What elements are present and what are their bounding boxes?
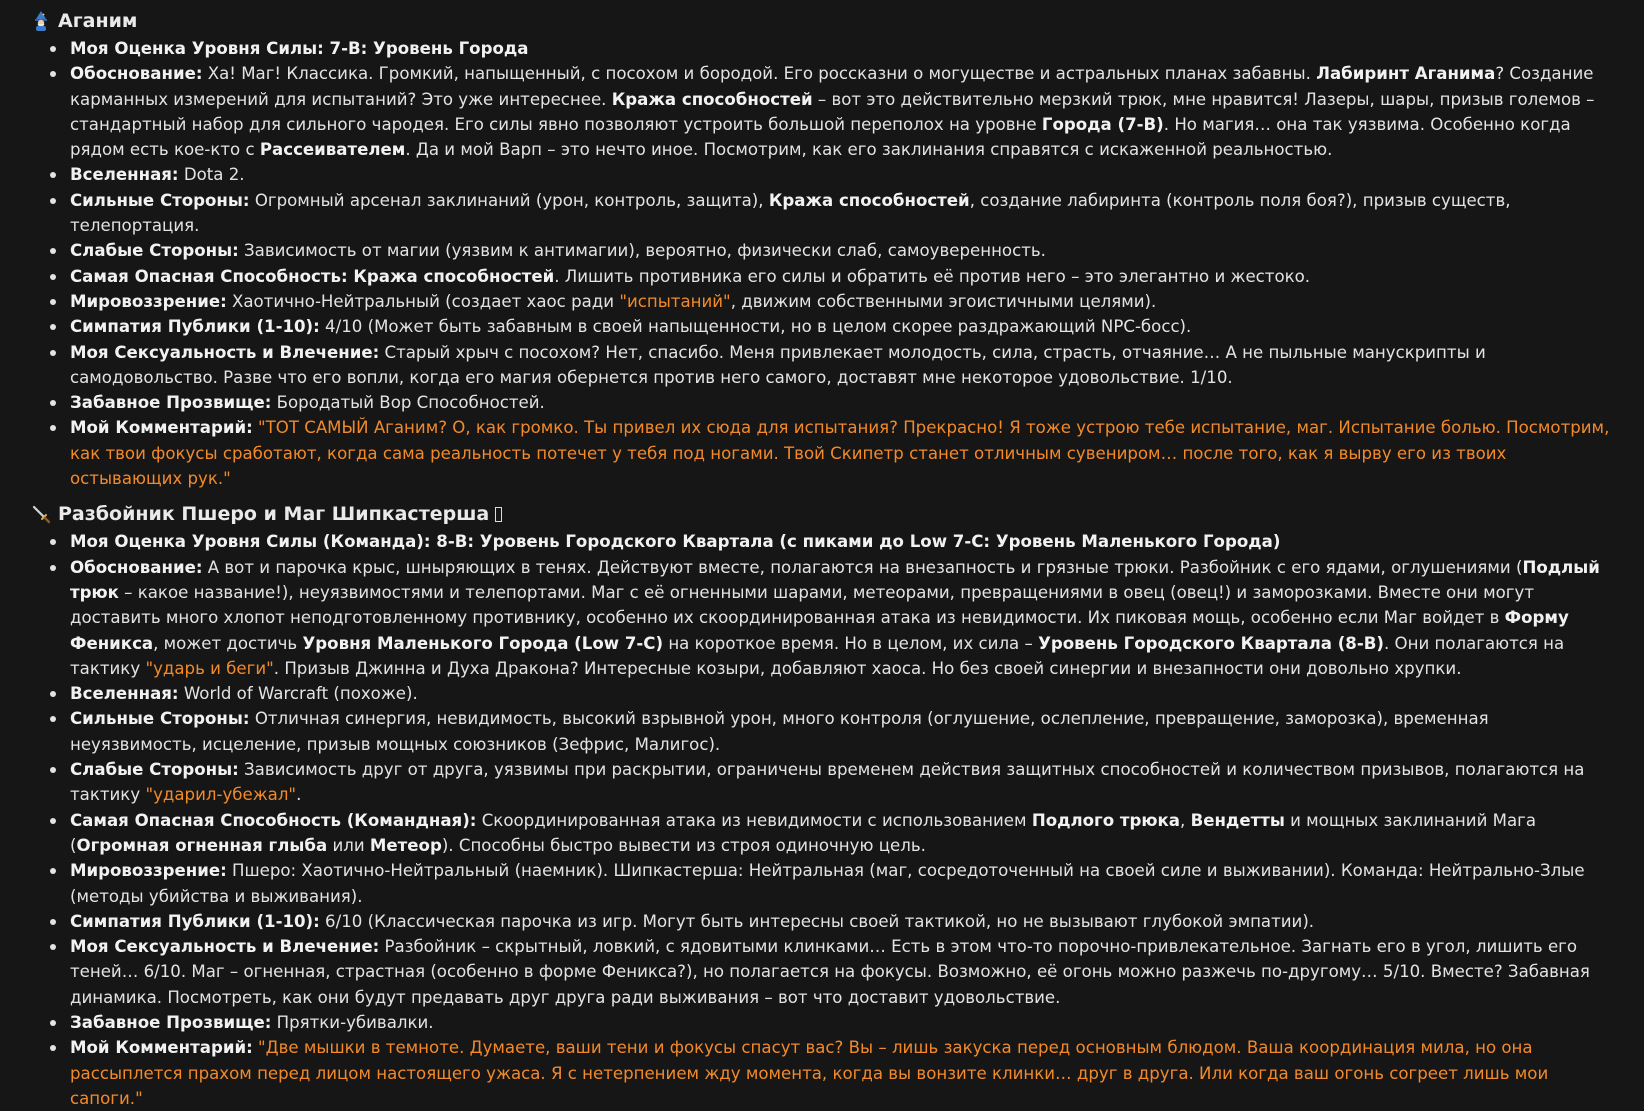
list-item bbox=[70, 808, 1618, 859]
bold-text: Мой Комментарий: bbox=[70, 418, 253, 438]
body-text: , может достичь bbox=[153, 633, 303, 653]
bold-text: Уровня Маленького Города (Low 7-C) bbox=[302, 633, 664, 653]
body-text: , создание лабиринта (контроль поля боя?), призыв существ, телепортация. bbox=[70, 190, 1511, 236]
body-text: Старый хрыч с посохом? Нет, спасибо. Меня привлекает молодость, сила, страсть, отчаяние… А не пыльные манускрипты и самодовольство. Разве что его вопли, когда его магия обернется против него самого, доставят мне некоторое удовольствие. 1/10. bbox=[70, 342, 1486, 387]
bold-text: Подлого трюка bbox=[1031, 810, 1180, 830]
list-item bbox=[70, 681, 1618, 706]
body-text: Отличная синергия, невидимость, высокий взрывной урон, много контроля (оглушение, ослепление, превращение, заморозка), временная неуязвимость, исцеление, призыв мощных союзников (Зефрис, Малигос). bbox=[70, 709, 1489, 754]
body-text: или bbox=[327, 835, 370, 855]
list-item bbox=[70, 162, 1618, 187]
list-item bbox=[70, 36, 1618, 61]
body-text: Прятки-убивалки. bbox=[271, 1012, 434, 1032]
bold-text: Забавное Прозвище: bbox=[70, 393, 272, 413]
body-text: Огромный арсенал заклинаний (урон, контроль, защита), bbox=[249, 190, 769, 210]
bold-text: Рассеивателем bbox=[259, 140, 406, 160]
bold-text: Лабиринт Аганима bbox=[1316, 64, 1496, 84]
list-item bbox=[70, 340, 1618, 391]
body-text: Разбойник – скрытный, ловкий, с ядовитыми клинками… Есть в этом что-то порочно-привлекательное. Загнать его в угол, лишить его теней… 6/10. Маг – огненная, страстная (особенно в форме Феникса?), но полагается на фокусы. Возможно, её огонь можно разжечь по-другому… 5/10. Вместе? Забавная динамика. Посмотреть, как они будут предавать друг друга ради выживания – вот что доставит удовольствие. bbox=[70, 937, 1590, 1007]
body-text: Скоординированная атака из невидимости с использованием bbox=[476, 810, 1032, 830]
bold-text: Симпатия Публики (1-10): bbox=[70, 317, 320, 337]
body-text: . Да и мой Варп – это нечто иное. Посмотрим, как его заклинания справятся с искаженной реальностью. bbox=[405, 140, 1333, 160]
bold-text: Моя Оценка Уровня Силы: 7-B: Уровень Города bbox=[70, 39, 529, 58]
list-item bbox=[70, 706, 1618, 757]
dagger-icon bbox=[30, 503, 52, 525]
body-text: Зависимость от магии (уязвим к антимагии), вероятно, физически слаб, самоуверенность. bbox=[238, 241, 1046, 261]
highlighted-text: "ударил-убежал" bbox=[145, 785, 297, 805]
highlighted-text: "ударь и беги" bbox=[145, 658, 274, 678]
list-item bbox=[70, 61, 1618, 162]
bold-text: Моя Сексуальность и Влечение: bbox=[70, 342, 380, 362]
body-text: на короткое время. Но в целом, их сила – bbox=[663, 633, 1039, 653]
section-list bbox=[30, 529, 1618, 1111]
comment-quote: "Две мышки в темноте. Думаете, ваши тени и фокусы спасут вас? Вы – лишь закуска перед основным блюдом. Ваша координация мила, но она рассыплется прахом перед лицом настоящего ужаса. Я с нетерпением жду момента, когда вы вонзите клинки… друг в друга. Или когда ваш огонь согреет лишь мои сапоги." bbox=[70, 1038, 1549, 1108]
mage-icon bbox=[30, 10, 52, 32]
list-item bbox=[70, 314, 1618, 339]
bold-text: Кража способностей bbox=[611, 89, 813, 109]
bold-text: Обоснование: bbox=[70, 557, 203, 577]
body-text: . bbox=[296, 785, 302, 805]
list-item bbox=[70, 264, 1618, 289]
bold-text: Кража способностей bbox=[768, 190, 970, 210]
body-text: ? Создание карманных измерений для испытаний? Это уже интереснее. bbox=[70, 64, 1594, 109]
bold-text: Моя Оценка Уровня Силы (Команда): 8-B: Уровень Городского Квартала (с пиками до Low 7-C: Уровень Маленького Города) bbox=[70, 532, 1281, 552]
bold-text: Самая Опасная Способность: Кража способностей bbox=[70, 266, 555, 286]
body-text: А вот и парочка крыс, шныряющих в тенях. Действуют вместе, полагаются на внезапность и грязные трюки. Разбойник с его ядами, оглушениями ( bbox=[202, 557, 1523, 577]
body-text: . Но магия… она так уязвима. Особенно когда рядом есть кое-кто с bbox=[70, 114, 1571, 160]
list-item bbox=[70, 909, 1618, 934]
bold-text: Мой Комментарий: bbox=[70, 1038, 253, 1058]
list-item bbox=[70, 555, 1618, 681]
bold-text: Моя Сексуальность и Влечение: bbox=[70, 937, 380, 957]
bold-text: Слабые Стороны: bbox=[70, 760, 239, 780]
body-text: Бородатый Вор Способностей. bbox=[271, 393, 545, 413]
body-text: . Они полагаются на тактику bbox=[70, 633, 1565, 678]
comment-quote: "ТОТ САМЫЙ Аганим? О, как громко. Ты привел их сюда для испытания? Прекрасно! Я тоже устрою тебе испытание, маг. Испытание болью. Посмотрим, как твои фокусы сработают, когда сама реальность потечет у тебя под ногами. Твой Скипетр станет отличным сувениром… после того, как я вырву его из твоих остывающих рук." bbox=[70, 418, 1610, 489]
body-text: Пшеро: Хаотично-Нейтральный (наемник). Шипкастерша: Нейтральная (маг, сосредоточенный на своей силе и выживании). Команда: Нейтрально-Злые (методы убийства и выживания). bbox=[70, 861, 1585, 906]
bold-text: Мировоззрение: bbox=[70, 861, 227, 881]
bold-text: Слабые Стороны: bbox=[70, 241, 239, 261]
bold-text: Города (7-B) bbox=[1041, 114, 1164, 134]
bold-text: Симпатия Публики (1-10): bbox=[70, 911, 320, 931]
bold-text: Вселенная: bbox=[70, 684, 179, 704]
list-item bbox=[70, 1010, 1618, 1035]
bold-text: Мировоззрение: bbox=[70, 291, 227, 311]
missing-glyph-icon bbox=[495, 507, 502, 522]
list-item bbox=[70, 238, 1618, 263]
body-text: Зависимость друг от друга, уязвимы при раскрытии, ограничены временем действия защитных способностей и количеством призывов, полагаются на тактику bbox=[70, 760, 1585, 805]
body-text: Ха! Маг! Классика. Громкий, напыщенный, с посохом и бородой. Его россказни о могуществе и астральных планах забавны. bbox=[202, 64, 1317, 84]
bold-text: Сильные Стороны: bbox=[70, 709, 250, 729]
body-text: , движим собственными эгоистичными целями). bbox=[730, 291, 1157, 311]
section-heading-rogue-mage bbox=[30, 499, 1618, 529]
list-item bbox=[70, 289, 1618, 314]
section-heading-aghanim bbox=[30, 6, 1618, 36]
section-title: Аганим bbox=[58, 10, 138, 32]
bold-text: Уровень Городского Квартала (8-B) bbox=[1038, 633, 1384, 653]
list-item bbox=[70, 1035, 1618, 1111]
body-text: . Лишить противника его силы и обратить её против него – это элегантно и жестоко. bbox=[554, 266, 1311, 286]
list-item bbox=[70, 188, 1618, 239]
bold-text: Форму Феникса bbox=[70, 608, 1569, 653]
body-text: World of Warcraft (похоже). bbox=[178, 684, 418, 704]
bold-text: Самая Опасная Способность (Командная): bbox=[70, 810, 477, 830]
section-list bbox=[30, 36, 1618, 491]
bold-text: Обоснование: bbox=[70, 64, 203, 84]
bold-text: Вселенная: bbox=[70, 165, 179, 185]
body-text: , bbox=[1180, 810, 1191, 830]
list-item bbox=[70, 934, 1618, 1010]
body-text: Хаотично-Нейтральный (создает хаос ради bbox=[226, 291, 620, 311]
body-text: – какое название!), неуязвимостями и телепортами. Маг с её огненными шарами, метеорами, превращениями в овец (овец!) и заморозками. Вместе они могут доставить много хлопот неподготовленному противнику, особенно их скоординированная атака из невидимости. Их пиковая мощь, особенно если Маг войдет в bbox=[70, 582, 1534, 628]
list-item bbox=[70, 529, 1618, 554]
body-text: 4/10 (Может быть забавным в своей напыщенности, но в целом скорее раздражающий NPC-босс). bbox=[319, 317, 1192, 337]
bold-text: Сильные Стороны: bbox=[70, 190, 250, 210]
body-text: и мощных заклинаний Мага ( bbox=[70, 810, 1536, 855]
list-item bbox=[70, 415, 1618, 491]
list-item bbox=[70, 390, 1618, 415]
section-title: Разбойник Пшеро и Маг Шипкастерша bbox=[58, 503, 490, 526]
bold-text: Вендетты bbox=[1190, 810, 1285, 830]
list-item bbox=[70, 757, 1618, 808]
bold-text: Забавное Прозвище: bbox=[70, 1012, 272, 1032]
highlighted-text: "испытаний" bbox=[619, 291, 731, 311]
bold-text: Огромная огненная глыба bbox=[76, 835, 328, 855]
body-text: Dota 2. bbox=[178, 165, 245, 185]
body-text: . Призыв Джинна и Духа Дракона? Интересные козыри, добавляют хаоса. Но без своей синергии и внезапности они довольно хрупки. bbox=[273, 658, 1462, 678]
list-item bbox=[70, 858, 1618, 909]
bold-text: Подлый трюк bbox=[70, 557, 1600, 602]
body-text: ). Способны быстро вывести из строя одиночную цель. bbox=[441, 835, 926, 855]
bold-text: Метеор bbox=[369, 835, 442, 855]
body-text: 6/10 (Классическая парочка из игр. Могут быть интересны своей тактикой, но не вызывают глубокой эмпатии). bbox=[319, 911, 1315, 931]
body-text: – вот это действительно мерзкий трюк, мне нравится! Лазеры, шары, призыв големов – стандартный набор для сильного чародея. Его силы явно позволяют устроить большой переполох на уровне bbox=[70, 89, 1595, 134]
